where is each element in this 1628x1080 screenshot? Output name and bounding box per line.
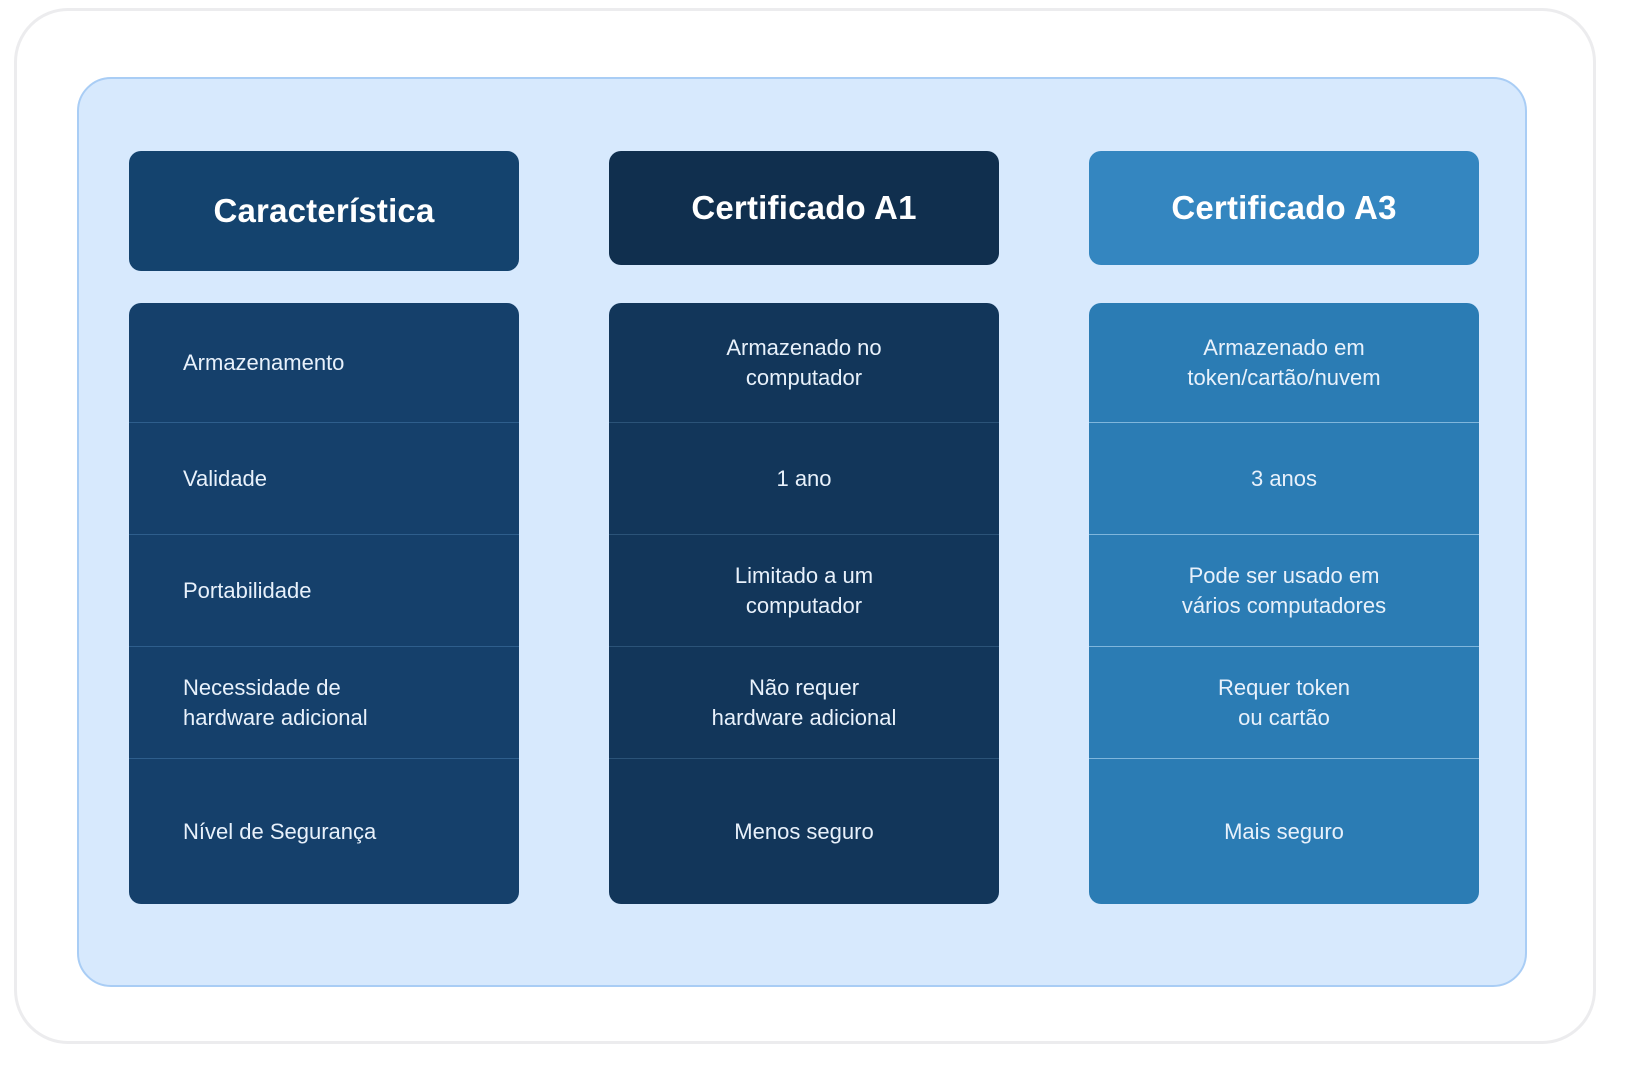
column-header-caracteristica: Característica (129, 151, 519, 271)
table-cell-feature-4 (129, 759, 519, 904)
cell-text: Portabilidade (183, 577, 312, 603)
table-cell-a1-4 (609, 759, 999, 904)
column-header-certificado-a3: Certificado A3 (1089, 151, 1479, 265)
table-cell-a3-3 (1089, 647, 1479, 759)
table-cell-a1-3 (609, 647, 999, 759)
comparison-panel (77, 77, 1527, 987)
column-cells-certificado-a3 (1089, 303, 1479, 904)
cell-text-line1: Armazenado no (726, 335, 882, 361)
cell-text-line1: Limitado a um (734, 563, 874, 589)
table-cell-a1-2 (609, 535, 999, 647)
table-cell-feature-0 (129, 303, 519, 423)
cell-text: 1 ano (776, 465, 832, 491)
table-cell-a3-1 (1089, 423, 1479, 535)
table-cell-a1-1 (609, 423, 999, 535)
cell-text-line1: Requer token (1217, 675, 1351, 701)
cell-text: Armazenamento (183, 349, 345, 375)
cell-text-line1: Necessidade de (183, 675, 341, 701)
column-header-certificado-a1: Certificado A1 (609, 151, 999, 265)
cell-text-line2: ou cartão (1238, 704, 1330, 730)
cell-text-line2: computador (745, 592, 863, 618)
cell-text-line2: computador (745, 364, 863, 390)
outer-card (14, 8, 1596, 1044)
cell-text-line2: hardware adicional (183, 704, 368, 730)
table-cell-feature-2 (129, 535, 519, 647)
table-cell-a1-0 (609, 303, 999, 423)
column-caracteristica (129, 151, 519, 904)
cell-text: Menos seguro (734, 818, 874, 844)
cell-text-line2: token/cartão/nuvem (1187, 364, 1381, 390)
cell-text: Nível de Segurança (183, 818, 377, 844)
column-certificado-a3 (1089, 151, 1479, 904)
table-cell-a3-4 (1089, 759, 1479, 904)
cell-text-line1: Não requer (748, 675, 860, 701)
table-cell-feature-3 (129, 647, 519, 759)
comparison-table (129, 151, 1479, 904)
table-cell-a3-2 (1089, 535, 1479, 647)
column-cells-caracteristica (129, 303, 519, 904)
column-certificado-a1 (609, 151, 999, 904)
cell-text-line1: Armazenado em (1203, 335, 1365, 361)
cell-text: 3 anos (1250, 465, 1318, 491)
table-cell-feature-1 (129, 423, 519, 535)
cell-text-line2: hardware adicional (711, 704, 897, 730)
table-cell-a3-0 (1089, 303, 1479, 423)
cell-text: Validade (183, 465, 267, 491)
cell-text: Mais seguro (1224, 818, 1344, 844)
column-cells-certificado-a1 (609, 303, 999, 904)
cell-text-line2: vários computadores (1181, 592, 1387, 618)
cell-text-line1: Pode ser usado em (1188, 563, 1380, 589)
